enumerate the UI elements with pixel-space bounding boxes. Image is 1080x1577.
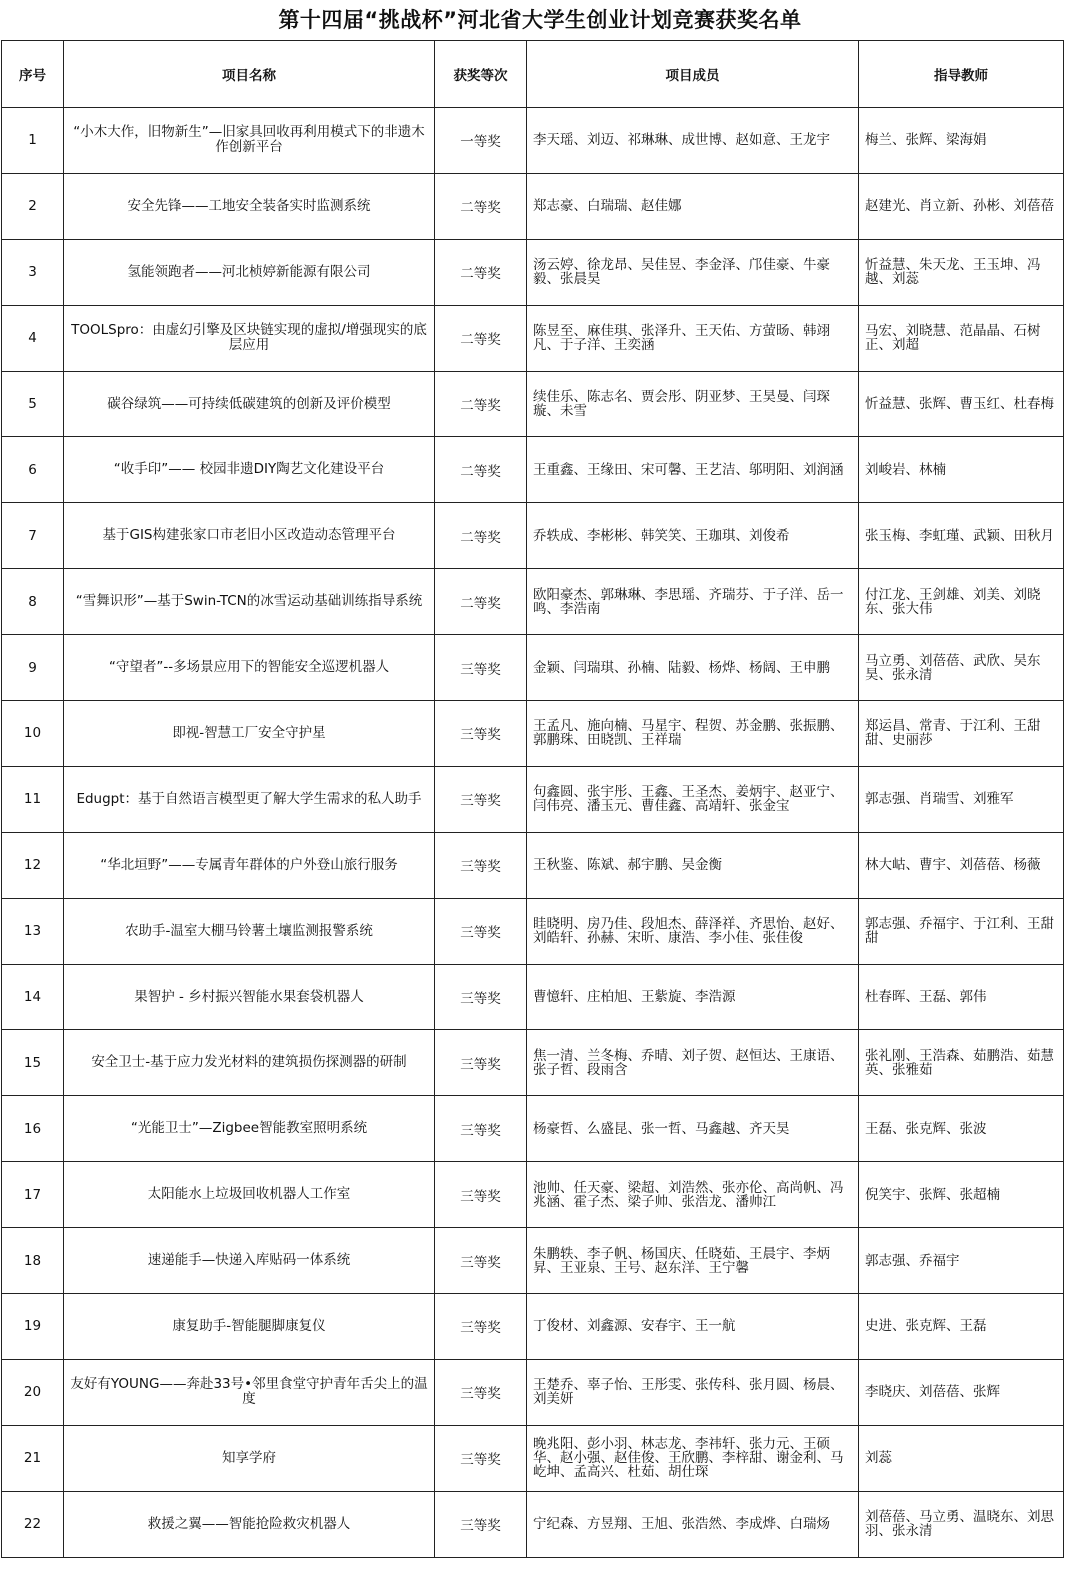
cell-award-level: 二等奖 xyxy=(435,173,527,239)
cell-teachers: 马立勇、刘蓓蓓、武欣、吴东昊、张永清 xyxy=(859,635,1064,701)
cell-num: 1 xyxy=(2,108,64,174)
cell-members: 句鑫圆、张宇彤、王鑫、王圣杰、姜炳宇、赵亚宁、闫伟亮、潘玉元、曹佳鑫、高靖轩、张金宝 xyxy=(527,766,859,832)
cell-teachers: 梅兰、张辉、梁海娟 xyxy=(859,108,1064,174)
cell-members: 丁俊材、刘鑫源、安春宇、王一航 xyxy=(527,1294,859,1360)
table-row xyxy=(2,437,1064,503)
cell-num: 5 xyxy=(2,371,64,437)
cell-project-name: 基于GIS构建张家口市老旧小区改造动态管理平台 xyxy=(64,503,435,569)
table-row xyxy=(2,1425,1064,1491)
table-row xyxy=(2,832,1064,898)
cell-num: 8 xyxy=(2,569,64,635)
cell-teachers: 王磊、张克辉、张波 xyxy=(859,1096,1064,1162)
cell-members: 续佳乐、陈志名、贾会彤、阴亚梦、王昊曼、闫琛璇、未雪 xyxy=(527,371,859,437)
cell-project-name: “华北垣野”——专属青年群体的户外登山旅行服务 xyxy=(64,832,435,898)
cell-award-level: 三等奖 xyxy=(435,898,527,964)
cell-project-name: 安全卫士-基于应力发光材料的建筑损伤探测器的研制 xyxy=(64,1030,435,1096)
table-row xyxy=(2,701,1064,767)
table-row xyxy=(2,239,1064,305)
cell-award-level: 三等奖 xyxy=(435,1491,527,1557)
cell-num: 14 xyxy=(2,964,64,1030)
cell-members: 晚兆阳、彭小羽、林志龙、李祎轩、张力元、王硕华、赵小强、赵佳俊、王欣鹏、李梓甜、谢金利、马屹坤、孟高兴、杜茹、胡仕琛 xyxy=(527,1425,859,1491)
cell-members: 欧阳豪杰、郭琳琳、李思瑶、齐瑞芬、于子洋、岳一鸣、李浩南 xyxy=(527,569,859,635)
cell-project-name: “雪舞识形”—基于Swin-TCN的冰雪运动基础训练指导系统 xyxy=(64,569,435,635)
cell-num: 15 xyxy=(2,1030,64,1096)
cell-num: 13 xyxy=(2,898,64,964)
table-row xyxy=(2,305,1064,371)
cell-award-level: 三等奖 xyxy=(435,1359,527,1425)
cell-num: 16 xyxy=(2,1096,64,1162)
cell-teachers: 忻益慧、张辉、曹玉红、杜春梅 xyxy=(859,371,1064,437)
cell-award-level: 三等奖 xyxy=(435,1096,527,1162)
cell-award-level: 一等奖 xyxy=(435,108,527,174)
cell-num: 22 xyxy=(2,1491,64,1557)
cell-teachers: 刘峻岩、林楠 xyxy=(859,437,1064,503)
cell-project-name: 农助手-温室大棚马铃薯土壤监测报警系统 xyxy=(64,898,435,964)
cell-num: 3 xyxy=(2,239,64,305)
cell-award-level: 三等奖 xyxy=(435,635,527,701)
header-num: 序号 xyxy=(2,41,64,108)
cell-members: 王秋鉴、陈斌、郝宇鹏、吴金衡 xyxy=(527,832,859,898)
cell-award-level: 二等奖 xyxy=(435,305,527,371)
cell-project-name: “小木大作，旧物新生”—旧家具回收再利用模式下的非遗木作创新平台 xyxy=(64,108,435,174)
cell-project-name: “收手印”—— 校园非遗DIY陶艺文化建设平台 xyxy=(64,437,435,503)
cell-members: 王楚乔、辜子怡、王彤雯、张传科、张月圆、杨晨、刘美妍 xyxy=(527,1359,859,1425)
header-award-level: 获奖等次 xyxy=(435,41,527,108)
cell-award-level: 三等奖 xyxy=(435,766,527,832)
cell-teachers: 赵建光、肖立新、孙彬、刘蓓蓓 xyxy=(859,173,1064,239)
cell-num: 11 xyxy=(2,766,64,832)
cell-project-name: TOOLSpro：由虚幻引擎及区块链实现的虚拟/增强现实的底层应用 xyxy=(64,305,435,371)
cell-teachers: 郑运昌、常青、于江利、王甜甜、史丽莎 xyxy=(859,701,1064,767)
cell-project-name: “光能卫士”—Zigbee智能教室照明系统 xyxy=(64,1096,435,1162)
cell-members: 乔轶成、李彬彬、韩笑笑、王珈琪、刘俊希 xyxy=(527,503,859,569)
cell-project-name: 碳谷绿筑——可持续低碳建筑的创新及评价模型 xyxy=(64,371,435,437)
cell-project-name: 即视-智慧工厂安全守护星 xyxy=(64,701,435,767)
cell-members: 宁纪森、方昱翔、王旭、张浩然、李成烨、白瑞炀 xyxy=(527,1491,859,1557)
cell-project-name: 救援之翼——智能抢险救灾机器人 xyxy=(64,1491,435,1557)
cell-teachers: 郭志强、乔福宇 xyxy=(859,1228,1064,1294)
page-title: 第十四届“挑战杯”河北省大学生创业计划竞赛获奖名单 xyxy=(278,8,802,32)
table-header-row xyxy=(2,41,1064,108)
cell-teachers: 马宏、刘晓慧、范晶晶、石树正、刘超 xyxy=(859,305,1064,371)
header-project-name: 项目名称 xyxy=(64,41,435,108)
cell-num: 9 xyxy=(2,635,64,701)
cell-teachers: 张玉梅、李虹瑾、武颖、田秋月 xyxy=(859,503,1064,569)
cell-members: 金颖、闫瑞琪、孙楠、陆毅、杨烨、杨阔、王申鹏 xyxy=(527,635,859,701)
table-row xyxy=(2,569,1064,635)
cell-members: 池帅、任天豪、梁超、刘浩然、张亦伦、高尚帆、冯兆涵、霍子杰、梁子帅、张浩龙、潘帅江 xyxy=(527,1162,859,1228)
cell-teachers: 刘蕊 xyxy=(859,1425,1064,1491)
cell-project-name: 速递能手—快递入库贴码一体系统 xyxy=(64,1228,435,1294)
cell-teachers: 付江龙、王剑雄、刘美、刘晓东、张大伟 xyxy=(859,569,1064,635)
cell-teachers: 杜春晖、王磊、郭伟 xyxy=(859,964,1064,1030)
awards-table xyxy=(1,40,1064,1558)
cell-project-name: 果智护 - 乡村振兴智能水果套袋机器人 xyxy=(64,964,435,1030)
table-row xyxy=(2,503,1064,569)
cell-award-level: 二等奖 xyxy=(435,569,527,635)
cell-num: 7 xyxy=(2,503,64,569)
cell-teachers: 李晓庆、刘蓓蓓、张辉 xyxy=(859,1359,1064,1425)
cell-teachers: 郭志强、肖瑞雪、刘雅军 xyxy=(859,766,1064,832)
cell-num: 10 xyxy=(2,701,64,767)
cell-award-level: 三等奖 xyxy=(435,832,527,898)
cell-members: 王孟凡、施向楠、马星宇、程贺、苏金鹏、张振鹏、郭鹏珠、田晓凯、王祥瑞 xyxy=(527,701,859,767)
cell-project-name: 康复助手-智能腿脚康复仪 xyxy=(64,1294,435,1360)
table-row xyxy=(2,1228,1064,1294)
cell-project-name: 友好有YOUNG——奔赴33号•邻里食堂守护青年舌尖上的温度 xyxy=(64,1359,435,1425)
table-row xyxy=(2,1096,1064,1162)
cell-num: 4 xyxy=(2,305,64,371)
cell-num: 12 xyxy=(2,832,64,898)
cell-num: 18 xyxy=(2,1228,64,1294)
cell-award-level: 三等奖 xyxy=(435,701,527,767)
cell-award-level: 二等奖 xyxy=(435,503,527,569)
cell-teachers: 林大岵、曹宇、刘蓓蓓、杨薇 xyxy=(859,832,1064,898)
cell-members: 眭晓明、房乃佳、段旭杰、薛泽祥、齐思怡、赵好、刘皓轩、孙赫、宋昕、康浩、李小佳、张佳俊 xyxy=(527,898,859,964)
cell-teachers: 倪笑宇、张辉、张超楠 xyxy=(859,1162,1064,1228)
cell-teachers: 忻益慧、朱天龙、王玉坤、冯越、刘蕊 xyxy=(859,239,1064,305)
cell-num: 2 xyxy=(2,173,64,239)
cell-members: 杨豪哲、么盛昆、张一哲、马鑫越、齐天昊 xyxy=(527,1096,859,1162)
cell-members: 焦一清、兰冬梅、乔晴、刘子贺、赵恒达、王康语、张子哲、段雨含 xyxy=(527,1030,859,1096)
table-row xyxy=(2,964,1064,1030)
cell-members: 曹憶轩、庄柏旭、王紫旋、李浩源 xyxy=(527,964,859,1030)
cell-num: 21 xyxy=(2,1425,64,1491)
cell-num: 20 xyxy=(2,1359,64,1425)
table-row xyxy=(2,108,1064,174)
cell-members: 李天瑶、刘迈、祁琳琳、成世博、赵如意、王龙宇 xyxy=(527,108,859,174)
table-row xyxy=(2,1359,1064,1425)
header-members: 项目成员 xyxy=(527,41,859,108)
cell-members: 王重鑫、王缘田、宋可馨、王艺洁、邬明阳、刘润涵 xyxy=(527,437,859,503)
cell-num: 6 xyxy=(2,437,64,503)
header-teachers: 指导教师 xyxy=(859,41,1064,108)
table-row xyxy=(2,1162,1064,1228)
cell-project-name: 知享学府 xyxy=(64,1425,435,1491)
cell-project-name: 氢能领跑者——河北桢婷新能源有限公司 xyxy=(64,239,435,305)
cell-award-level: 二等奖 xyxy=(435,239,527,305)
table-row xyxy=(2,173,1064,239)
cell-members: 朱鹏轶、李子帆、杨国庆、任晓茹、王晨宇、李炳昇、王亚泉、王号、赵东洋、王宁馨 xyxy=(527,1228,859,1294)
cell-award-level: 三等奖 xyxy=(435,964,527,1030)
cell-members: 汤云婷、徐龙昂、吴佳昱、李金泽、邝佳豪、牛豪毅、张晨昊 xyxy=(527,239,859,305)
cell-award-level: 三等奖 xyxy=(435,1030,527,1096)
cell-project-name: “守望者”--多场景应用下的智能安全巡逻机器人 xyxy=(64,635,435,701)
cell-members: 陈昱至、麻佳琪、张泽升、王天佑、方萤旸、韩翊凡、于子洋、王奕涵 xyxy=(527,305,859,371)
cell-award-level: 三等奖 xyxy=(435,1228,527,1294)
cell-num: 19 xyxy=(2,1294,64,1360)
cell-project-name: 太阳能水上垃圾回收机器人工作室 xyxy=(64,1162,435,1228)
table-row xyxy=(2,898,1064,964)
cell-teachers: 刘蓓蓓、马立勇、温晓东、刘思羽、张永清 xyxy=(859,1491,1064,1557)
cell-teachers: 史进、张克辉、王磊 xyxy=(859,1294,1064,1360)
table-row xyxy=(2,371,1064,437)
cell-award-level: 三等奖 xyxy=(435,1294,527,1360)
cell-award-level: 三等奖 xyxy=(435,1162,527,1228)
cell-teachers: 郭志强、乔福宇、于江利、王甜甜 xyxy=(859,898,1064,964)
table-row xyxy=(2,1030,1064,1096)
cell-project-name: 安全先锋——工地安全装备实时监测系统 xyxy=(64,173,435,239)
cell-members: 郑志豪、白瑞瑞、赵佳娜 xyxy=(527,173,859,239)
table-row xyxy=(2,635,1064,701)
cell-project-name: Edugpt：基于自然语言模型更了解大学生需求的私人助手 xyxy=(64,766,435,832)
table-row xyxy=(2,1294,1064,1360)
cell-teachers: 张礼刚、王浩森、茹鹏浩、茹慧英、张雅茹 xyxy=(859,1030,1064,1096)
table-row xyxy=(2,1491,1064,1557)
cell-award-level: 二等奖 xyxy=(435,371,527,437)
cell-award-level: 三等奖 xyxy=(435,1425,527,1491)
cell-num: 17 xyxy=(2,1162,64,1228)
cell-award-level: 二等奖 xyxy=(435,437,527,503)
table-row xyxy=(2,766,1064,832)
